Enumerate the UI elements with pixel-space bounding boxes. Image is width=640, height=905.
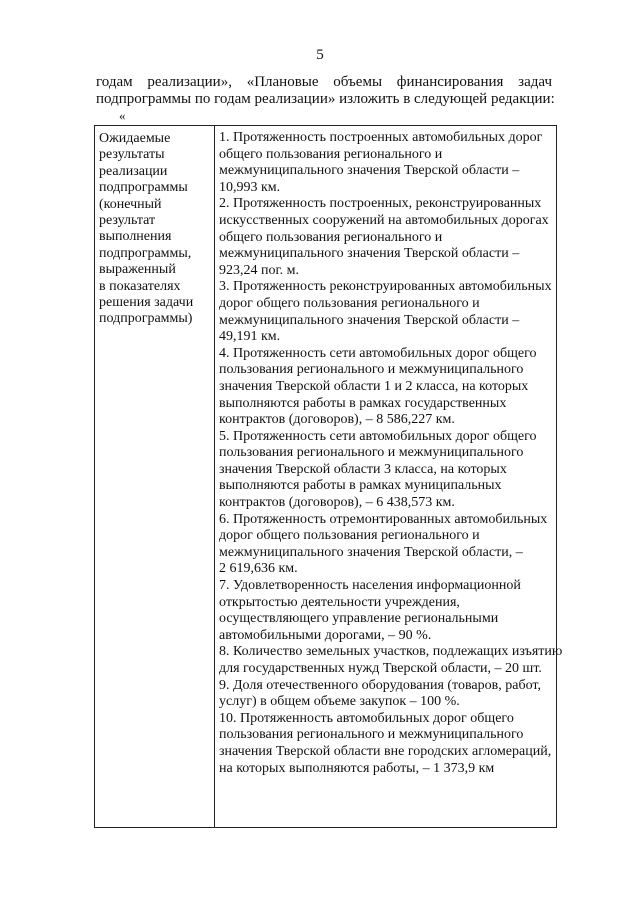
result-line: осуществляющего управление региональными <box>219 611 499 627</box>
result-line: 5. Протяженность сети автомобильных дорог общего <box>219 428 537 444</box>
intro-line-2: подпрограммы по годам реализации» изложить в следующей редакции: <box>96 91 555 107</box>
label-line: подпрограммы) <box>99 311 193 327</box>
page-number: 5 <box>316 47 324 63</box>
result-line: 10. Протяженность автомобильных дорог общего <box>219 710 514 726</box>
result-line: открытостью деятельности учреждения, <box>219 594 460 610</box>
result-line: контрактов (договоров), – 6 438,573 км. <box>219 495 455 511</box>
column-divider <box>214 126 215 827</box>
intro-word: финансирования <box>396 74 504 90</box>
result-item <box>219 196 555 279</box>
intro-word: объемы <box>333 74 383 90</box>
label-line: (конечный <box>99 196 162 212</box>
label-line: реализации <box>99 163 168 179</box>
result-line: для государственных нужд Тверской области, – 20 шт. <box>219 661 542 676</box>
result-item <box>219 346 555 429</box>
label-line: результат <box>99 213 156 229</box>
result-line: общего пользования регионального и <box>219 146 443 162</box>
intro-line-1 <box>96 74 552 91</box>
expected-results-label <box>99 131 211 328</box>
label-line: результаты <box>99 147 165 163</box>
result-line: контрактов (договоров), – 8 586,227 км. <box>219 412 455 428</box>
result-line: 4. Протяженность сети автомобильных дорог общего <box>219 345 537 361</box>
opening-quote: « <box>119 108 126 123</box>
result-line: выполняются работы в рамках государственных <box>219 395 507 411</box>
result-item <box>219 130 555 196</box>
result-item <box>219 279 555 345</box>
intro-word: задач <box>518 74 552 90</box>
label-line: выполнения <box>99 229 172 245</box>
result-line: 923,24 пог. м. <box>219 262 300 278</box>
result-line: 2 619,636 км. <box>219 561 298 577</box>
result-line: дорог общего пользования регионального и <box>219 528 480 544</box>
result-line: автомобильными дорогами, – 90 %. <box>219 627 432 643</box>
label-line: подпрограммы <box>99 180 188 196</box>
result-line: пользования регионального и межмуниципального <box>219 362 524 378</box>
result-item <box>219 429 555 512</box>
result-item <box>219 644 563 677</box>
label-line: Ожидаемые <box>99 131 171 146</box>
results-table <box>94 125 563 828</box>
result-line: 49,191 км. <box>219 329 281 345</box>
label-line: выраженный <box>99 262 176 278</box>
intro-word: годам <box>96 74 133 90</box>
result-line: 9. Доля отечественного оборудования (товаров, работ, <box>219 677 541 693</box>
result-line: пользования регионального и межмуниципального <box>219 727 524 743</box>
result-line: дорог общего пользования регионального и <box>219 295 480 311</box>
result-line: 7. Удовлетворенность населения информационной <box>219 578 521 594</box>
result-line: 3. Протяженность реконструированных автомобильных <box>219 279 552 295</box>
label-line: подпрограммы, <box>99 245 192 261</box>
result-line: на которых выполняются работы, – 1 373,9 км <box>219 760 495 776</box>
intro-paragraph <box>96 74 555 108</box>
result-line: 8. Количество земельных участков, подлежащих изъятию <box>219 644 563 660</box>
result-line: межмуниципального значения Тверской области – <box>219 246 520 262</box>
intro-word: «Плановые <box>246 74 319 90</box>
result-line: общего пользования регионального и <box>219 229 443 245</box>
intro-word: реализации», <box>147 74 232 90</box>
result-item <box>219 678 555 711</box>
result-line: 1. Протяженность построенных автомобильных дорог <box>219 130 543 145</box>
result-item <box>219 578 555 644</box>
result-line: 6. Протяженность отремонтированных автомобильных <box>219 511 548 527</box>
result-line: услуг) в общем объеме закупок – 100 %. <box>219 694 460 710</box>
result-line: межмуниципального значения Тверской области – <box>219 163 520 179</box>
label-line: в показателях <box>99 278 181 294</box>
result-line: выполняются работы в рамках муниципальных <box>219 478 502 494</box>
expected-results-list <box>219 130 563 777</box>
result-line: межмуниципального значения Тверской области, – <box>219 544 523 560</box>
result-line: 10,993 км. <box>219 179 281 195</box>
result-line: межмуниципального значения Тверской области – <box>219 312 520 328</box>
result-item <box>219 512 555 578</box>
result-line: 2. Протяженность построенных, реконструированных <box>219 196 542 212</box>
result-line: искусственных сооружений на автомобильных дорогах <box>219 212 549 228</box>
result-line: значения Тверской области 1 и 2 класса, на которых <box>219 378 529 394</box>
result-line: пользования регионального и межмуниципального <box>219 445 524 461</box>
result-line: значения Тверской области 3 класса, на которых <box>219 461 507 477</box>
result-line: значения Тверской области вне городских агломераций, <box>219 743 552 759</box>
label-line: решения задачи <box>99 295 194 311</box>
result-item <box>219 711 555 777</box>
